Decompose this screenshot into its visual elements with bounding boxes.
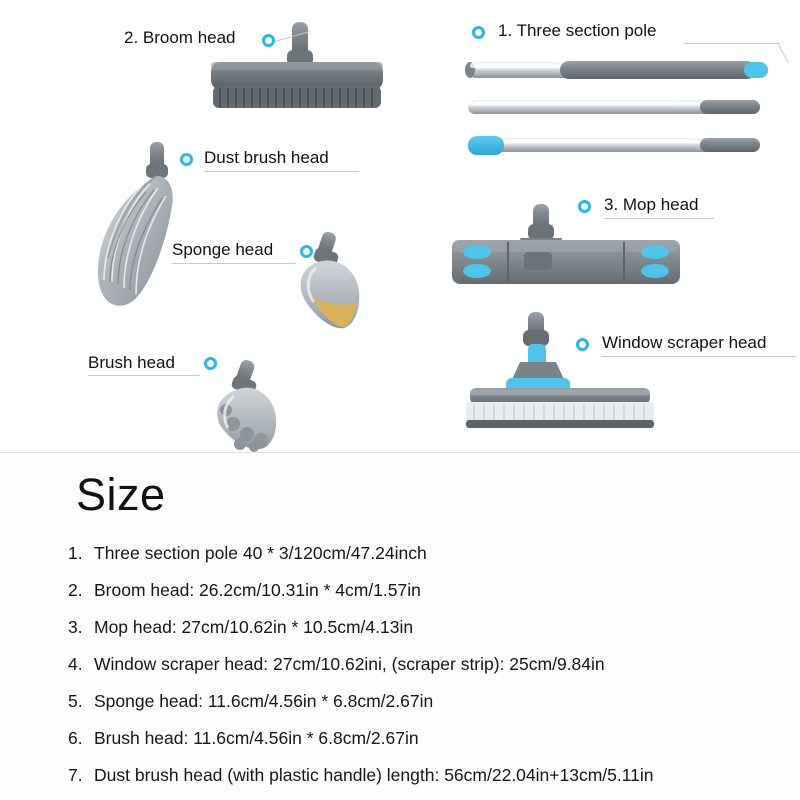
- leader-three-section-pole: [684, 43, 780, 44]
- leader-window-scraper-head: [602, 356, 796, 357]
- list-item: [68, 683, 768, 720]
- leader-sponge-head: [172, 263, 296, 264]
- callout-three-section-pole: 1. Three section pole: [498, 21, 657, 40]
- size-list: [68, 535, 768, 794]
- list-item: [68, 646, 768, 683]
- callout-dot-mop-head: [578, 200, 591, 213]
- callout-brush-head: Brush head: [88, 353, 175, 372]
- callout-dust-brush-head: Dust brush head: [204, 148, 329, 167]
- spec-number: 1.: [68, 543, 83, 563]
- list-item: [68, 757, 768, 794]
- spec-number: 5.: [68, 691, 83, 711]
- callout-dot-sponge-head: [300, 245, 313, 258]
- callout-sponge-head: Sponge head: [172, 240, 274, 259]
- callout-dot-three-section-pole: [472, 26, 485, 39]
- mop-head-art: [452, 204, 680, 284]
- list-item: [68, 535, 768, 572]
- spec-text: Window scraper head: 27cm/10.62ini, (scraper strip): 25cm/9.84in: [94, 654, 605, 674]
- callout-dot-broom-head: [262, 34, 275, 47]
- spec-number: 3.: [68, 617, 83, 637]
- leader-brush-head: [88, 375, 200, 376]
- dust-brush-head-art: [98, 142, 173, 306]
- three-section-pole-art: [465, 61, 768, 155]
- spec-number: 4.: [68, 654, 83, 674]
- spec-number: 2.: [68, 580, 83, 600]
- spec-text: Mop head: 27cm/10.62in * 10.5cm/4.13in: [94, 617, 414, 637]
- spec-text: Sponge head: 11.6cm/4.56in * 6.8cm/2.67in: [94, 691, 434, 711]
- leader-mop-head: [604, 218, 714, 219]
- spec-text: Dust brush head (with plastic handle) length: 56cm/22.04in+13cm/5.11in: [94, 765, 654, 785]
- leader-dust-brush-head: [204, 171, 359, 172]
- callout-dot-brush-head: [204, 357, 217, 370]
- spec-text: Broom head: 26.2cm/10.31in * 4cm/1.57in: [94, 580, 421, 600]
- list-item: [68, 720, 768, 757]
- list-item: [68, 572, 768, 609]
- callout-dot-dust-brush-head: [180, 153, 193, 166]
- window-scraper-head-art: [466, 312, 654, 428]
- callout-mop-head: 3. Mop head: [604, 195, 699, 214]
- list-item: [68, 609, 768, 646]
- size-title: Size: [76, 469, 166, 520]
- spec-text: Brush head: 11.6cm/4.56in * 6.8cm/2.67in: [94, 728, 419, 748]
- callout-window-scraper-head: Window scraper head: [602, 333, 767, 352]
- spec-text: Three section pole 40 * 3/120cm/47.24inch: [94, 543, 427, 563]
- callout-dot-window-scraper-head: [576, 338, 589, 351]
- spec-number: 6.: [68, 728, 83, 748]
- brush-head-art: [217, 358, 276, 452]
- spec-number: 7.: [68, 765, 83, 785]
- callout-broom-head: 2. Broom head: [124, 28, 236, 47]
- size-panel: [0, 452, 800, 800]
